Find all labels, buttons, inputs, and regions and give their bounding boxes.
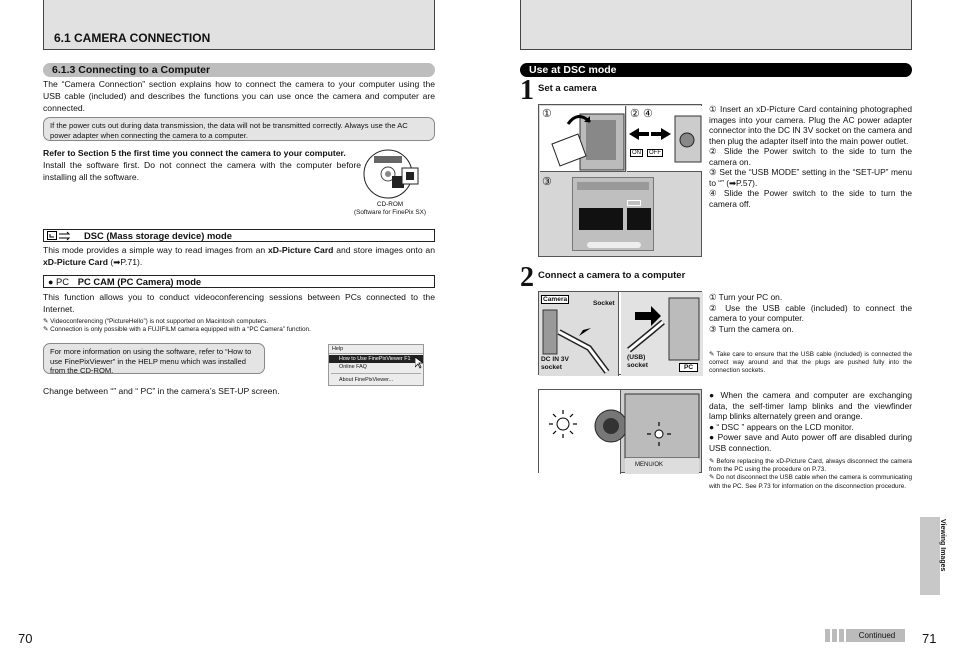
step-2-note: [709, 351, 912, 376]
final-note-2-text: Do not disconnect the USB cable when the camera is communicating with the PC. See P.73 for information on the disconnection procedure.: [709, 474, 912, 490]
pccam-notes: [43, 318, 435, 334]
final-note-2: [709, 474, 912, 490]
fig1-mark-4: ④: [643, 108, 653, 120]
step-1-instructions: [709, 104, 912, 209]
fig2-camera-label: Camera: [543, 296, 568, 303]
pccam-prefix: PC: [56, 276, 70, 287]
blinking-lamp-illustration: [539, 390, 703, 474]
fig2-dcin-label: DC IN 3V socket: [541, 356, 569, 371]
dsc-text-e: (➡P.71).: [107, 256, 143, 267]
side-tab: [920, 517, 946, 595]
memo-icon: ✎: [709, 458, 715, 465]
right-page-number: 71: [922, 631, 937, 646]
step-1-title: Set a camera: [538, 83, 597, 94]
pccam-text: This function allows you to conduct videoconferencing sessions between PCs connected to the Internet.: [43, 292, 435, 314]
refer-bold: Refer to Section 5 the first time you connect the camera to your computer.: [43, 148, 346, 158]
help-menu-title: Help: [329, 345, 423, 354]
step-2-title: Connect a camera to a computer: [538, 270, 686, 281]
dsc-text-b: xD-Picture Card: [268, 245, 334, 255]
cd-caption-title: CD-ROM: [376, 201, 404, 208]
menu-left-box: [579, 208, 623, 230]
memo-icon: ✎: [709, 351, 715, 358]
step-2-note-text: Take care to ensure that the USB cable (included) is connected the correct way around and that the plugs are pushed fully into the connection sockets.: [709, 351, 912, 375]
left-header-bar: [43, 0, 435, 50]
step-1-item-3: ③ Set the “USB MODE” setting in the “SET-UP” menu to “” (➡P.57).: [709, 167, 912, 188]
pccam-mode-bar: [43, 275, 435, 288]
fig2-socket-label: Socket: [593, 300, 615, 307]
continued-stripes: [825, 629, 849, 642]
power-switch-illustration: [627, 106, 702, 172]
dsc-text-a: This mode provides a simple way to read images from an: [43, 245, 269, 255]
dsc-text: [43, 245, 435, 269]
pccam-note-1-text: Videoconferencing (“PictureHello”) is not supported on Macintosh computers.: [50, 318, 269, 325]
final-note-1: [709, 458, 912, 474]
fig1-mark-2: ②: [630, 108, 640, 120]
dsc-text-c: and store images onto an: [333, 245, 435, 255]
fig1-mark-1: ①: [542, 108, 552, 120]
step-1-item-1: ① Insert an xD-Picture Card containing photographed images into your camera. Plug the AC power adapter connector into the DC IN 3V socket on the camera and then plug the adapter itself into the main power outlet.: [709, 104, 912, 146]
pccam-note-2: [43, 326, 435, 334]
final-notes: [709, 458, 912, 491]
cd-caption: [340, 201, 440, 217]
switch-on-label: ON: [632, 150, 641, 156]
help-menu-item-about[interactable]: About FinePixViewer...: [339, 377, 394, 383]
help-menu-item-howto[interactable]: How to Use FinePixViewer F1: [329, 355, 423, 363]
card-insert-illustration: [540, 106, 626, 172]
fig3-menu-ok-label: MENU/OK: [635, 462, 664, 468]
final-note-1-text: Before replacing the xD-Picture Card, always disconnect the camera from the PC using the procedure on P.73.: [709, 458, 912, 474]
menu-header: [577, 182, 649, 190]
memo-icon: ✎: [43, 318, 49, 325]
continued-bar: [825, 629, 905, 642]
pccam-note-1: [43, 318, 435, 326]
switch-off-label: OFF: [649, 150, 661, 156]
left-page-number: 70: [18, 631, 33, 646]
power-note: If the power cuts out during data transmission, the data will not be transmitted correctly. Always use the AC power adapter when connecting the camera to a computer.: [43, 117, 435, 141]
install-text: Install the software first. Do not connect the camera with the computer before installing all the software.: [43, 159, 361, 182]
step-1-number: 1: [520, 75, 534, 106]
cd-caption-sub: (Software for FinePix SX): [353, 209, 427, 217]
bullet-1-text: When the camera and computer are exchanging data, the self-timer lamp blinks and the viewfinder lamp blinks alternately green and orange.: [709, 390, 912, 421]
pccam-title: PC CAM (PC Camera) mode: [77, 276, 202, 287]
section-title: 6.1.3 Connecting to a Computer: [43, 63, 435, 77]
refer-text: [43, 148, 361, 183]
menu-usb-icon: [627, 200, 641, 206]
bullet-2-text: “ DSC ” appears on the LCD monitor.: [716, 421, 854, 432]
dsc-text-d: xD-Picture Card: [43, 256, 108, 267]
help-menu-screenshot: [328, 344, 424, 386]
step-2-instructions: [709, 292, 912, 334]
side-tab-text: Viewing Images: [939, 519, 946, 572]
usb-dsc-icon: [47, 231, 79, 241]
fig1-mark-3: ③: [542, 176, 552, 188]
memo-icon: ✎: [43, 326, 49, 334]
help-note: For more information on using the software, refer to “How to use FinePixViewer” in the HELP menu which was installed from the CD-ROM.: [43, 343, 265, 374]
fig2-pc-label: PC: [679, 363, 698, 372]
usb-status-bullets: [709, 390, 912, 453]
step-2-item-1: ① Turn your PC on.: [709, 292, 783, 302]
bullet-3-text: Power save and Auto power off are disabled during USB connection.: [709, 432, 912, 453]
step-3-figure: [538, 389, 702, 473]
right-header-bar: [520, 0, 912, 50]
step-2-item-2: ② Use the USB cable (included) to connect the camera to your computer.: [709, 302, 912, 323]
step-2-number: 2: [520, 262, 534, 293]
mouse-cursor-icon: [415, 357, 423, 369]
dsc-mode-title: DSC (Mass storage device) mode: [84, 230, 232, 241]
step-1-item-4: ④ Slide the Power switch to the side to turn the camera off.: [709, 188, 912, 209]
dsc-section-title: Use at DSC mode: [520, 63, 912, 77]
menu-footer: [587, 242, 641, 248]
dsc-mode-bar: [43, 229, 435, 242]
change-between-text: Change between “” and “ PC” in the camera’s SET-UP screen.: [43, 386, 280, 396]
camera-icon: ●: [48, 277, 54, 287]
continued-label: Continued: [849, 629, 905, 642]
chapter-title: 6.1 CAMERA CONNECTION: [54, 31, 211, 45]
help-menu-item-faq[interactable]: Online FAQ: [339, 364, 367, 370]
cd-rom-image: [362, 148, 422, 200]
intro-text: The “Camera Connection” section explains how to connect the camera to your computer using the USB cable (included) and describes the functions you can use once the camera and computer are connected.: [43, 79, 435, 113]
step-1-item-2: ② Slide the Power switch to the side to turn the camera on.: [709, 146, 912, 167]
setup-menu-screen: [572, 177, 654, 251]
help-menu-divider: [331, 373, 421, 374]
pccam-note-2-text: Connection is only possible with a FUJIFILM camera equipped with a “PC Camera” function.: [50, 326, 311, 334]
bullet-2: ● “ DSC ” appears on the LCD monitor.: [709, 421, 854, 432]
step-2-figure: [538, 291, 702, 375]
memo-icon: ✎: [709, 474, 715, 482]
menu-right-box: [627, 208, 651, 230]
fig2-usb-label: (USB) socket: [627, 354, 648, 369]
step-1-figure: [538, 104, 702, 257]
bullet-1: ● When the camera and computer are exchanging data, the self-timer lamp blinks and the viewfinder lamp blinks alternately green and orange.: [709, 390, 912, 421]
bullet-3: ● Power save and Auto power off are disabled during USB connection.: [709, 432, 912, 453]
step-2-item-3: ③ Turn the camera on.: [709, 323, 794, 334]
